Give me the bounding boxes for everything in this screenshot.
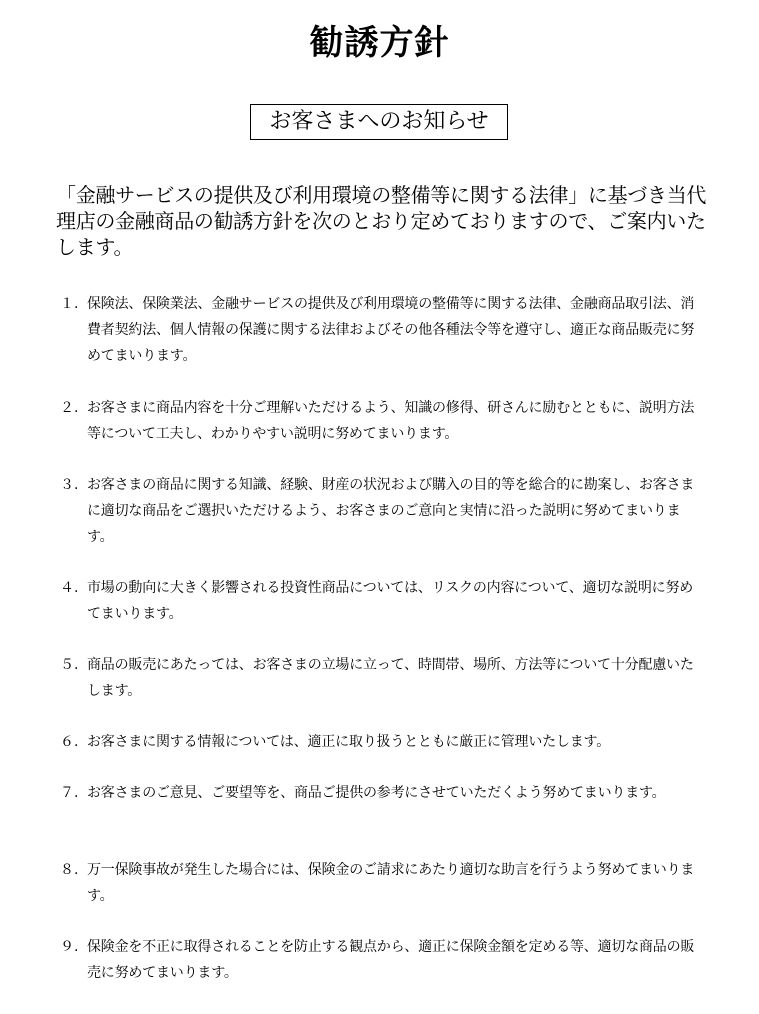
policy-number: ３. [60, 477, 79, 493]
policy-text: 市場の動向に大きく影響される投資性商品については、リスクの内容について、適切な説明に努めてまいります。 [87, 580, 694, 622]
policy-number: ２. [60, 400, 79, 416]
policy-text: お客さまに商品内容を十分ご理解いただけるよう、知識の修得、研さんに励むとともに、説明方法等について工夫し、わかりやすい説明に努めてまいります。 [87, 400, 695, 442]
policy-number: ９. [60, 939, 79, 955]
policy-number: ８. [60, 862, 79, 878]
notice-label-box: お客さまへのお知らせ [250, 104, 508, 140]
policy-number: ６. [60, 734, 79, 750]
policy-text: 保険金を不正に取得されることを防止する観点から、適正に保険金額を定める等、適切な商品の販売に努めてまいります。 [87, 939, 695, 981]
policy-text: 万一保険事故が発生した場合には、保険金のご請求にあたり適切な助言を行うよう努めてまいります。 [87, 862, 695, 904]
policy-number: ４. [60, 580, 79, 596]
policy-text: 保険法、保険業法、金融サービスの提供及び利用環境の整備等に関する法律、金融商品取引法、消費者契約法、個人情報の保護に関する法律およびその他各種法令等を遵守し、適正な商品販売に努めてまいります。 [87, 296, 695, 364]
policy-text: お客さまに関する情報については、適正に取り扱うとともに厳正に管理いたします。 [87, 734, 610, 750]
policy-number: ５. [60, 657, 79, 673]
policy-number: ７. [60, 785, 79, 801]
intro-paragraph: 「金融サービスの提供及び利用環境の整備等に関する法律」に基づき当代理店の金融商品の勧誘方針を次のとおり定めておりますので、ご案内いたします。 [56, 183, 707, 259]
policy-text: お客さまのご意見、ご要望等を、商品ご提供の参考にさせていただくよう努めてまいります。 [87, 785, 666, 801]
policy-text: 商品の販売にあたっては、お客さまの立場に立って、時間帯、場所、方法等について十分配慮いたします。 [87, 657, 694, 699]
policy-number: １. [60, 296, 79, 312]
page-title: 勧誘方針 [309, 23, 450, 63]
policy-text: お客さまの商品に関する知識、経験、財産の状況および購入の目的等を総合的に勘案し、お客さまに適切な商品をご選択いただけるよう、お客さまのご意向と実情に沿った説明に努めてまいります。 [87, 477, 695, 545]
